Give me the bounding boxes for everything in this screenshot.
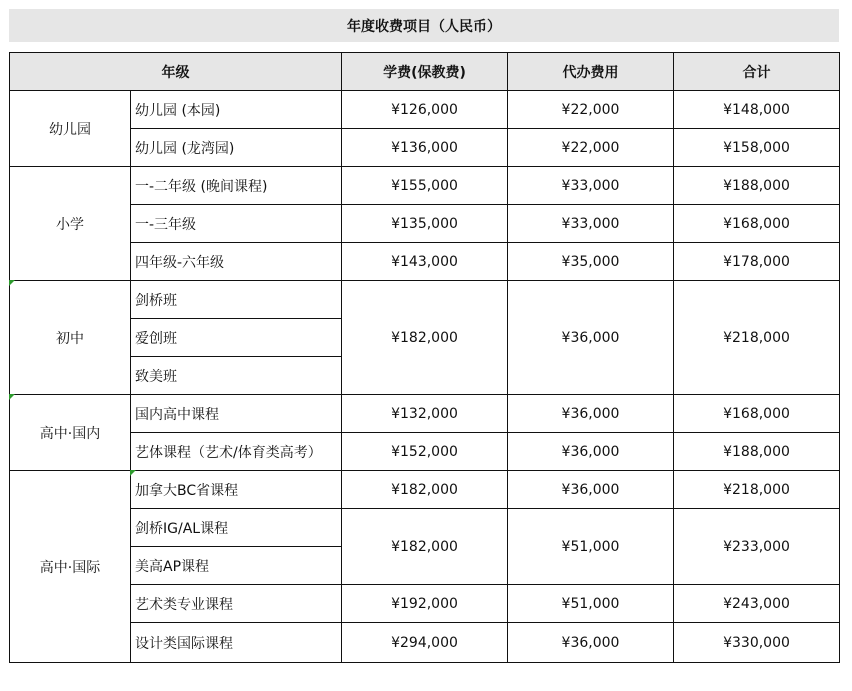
total-cell: ¥218,000 bbox=[674, 281, 840, 395]
agency-cell: ¥33,000 bbox=[508, 167, 674, 205]
program-cell: 四年级-六年级 bbox=[131, 243, 342, 281]
total-cell: ¥148,000 bbox=[674, 91, 840, 129]
program-cell: 剑桥班 bbox=[131, 281, 342, 319]
grade-cell: 高中·国际 bbox=[10, 471, 131, 663]
agency-cell: ¥33,000 bbox=[508, 205, 674, 243]
tuition-cell: ¥126,000 bbox=[342, 91, 508, 129]
table-row bbox=[10, 585, 840, 623]
tuition-cell: ¥182,000 bbox=[342, 281, 508, 395]
program-cell: 幼儿园 (本园) bbox=[131, 91, 342, 129]
agency-cell: ¥36,000 bbox=[508, 281, 674, 395]
total-cell: ¥218,000 bbox=[674, 471, 840, 509]
program-cell: 爱创班 bbox=[131, 319, 342, 357]
grade-cell: 高中·国内 bbox=[10, 395, 131, 471]
table-row bbox=[10, 205, 840, 243]
agency-cell: ¥51,000 bbox=[508, 585, 674, 623]
total-cell: ¥330,000 bbox=[674, 623, 840, 663]
total-cell: ¥243,000 bbox=[674, 585, 840, 623]
tuition-cell: ¥136,000 bbox=[342, 129, 508, 167]
agency-cell: ¥22,000 bbox=[508, 91, 674, 129]
total-cell: ¥233,000 bbox=[674, 509, 840, 585]
program-cell: 国内高中课程 bbox=[131, 395, 342, 433]
table-row bbox=[10, 243, 840, 281]
table-row bbox=[10, 471, 840, 509]
header-grade: 年级 bbox=[10, 53, 342, 91]
agency-cell: ¥36,000 bbox=[508, 395, 674, 433]
tuition-cell: ¥294,000 bbox=[342, 623, 508, 663]
program-cell: 一-二年级 (晚间课程) bbox=[131, 167, 342, 205]
program-cell: 一-三年级 bbox=[131, 205, 342, 243]
table-row bbox=[10, 129, 840, 167]
agency-cell: ¥22,000 bbox=[508, 129, 674, 167]
total-cell: ¥158,000 bbox=[674, 129, 840, 167]
program-cell: 幼儿园 (龙湾园) bbox=[131, 129, 342, 167]
total-cell: ¥168,000 bbox=[674, 205, 840, 243]
grade-cell: 幼儿园 bbox=[10, 91, 131, 167]
tuition-cell: ¥182,000 bbox=[342, 471, 508, 509]
table-row bbox=[10, 395, 840, 433]
total-cell: ¥178,000 bbox=[674, 243, 840, 281]
program-cell: 剑桥IG/AL课程 bbox=[131, 509, 342, 547]
tuition-cell: ¥182,000 bbox=[342, 509, 508, 585]
tuition-cell: ¥143,000 bbox=[342, 243, 508, 281]
agency-cell: ¥36,000 bbox=[508, 433, 674, 471]
total-cell: ¥168,000 bbox=[674, 395, 840, 433]
total-cell: ¥188,000 bbox=[674, 167, 840, 205]
program-cell: 美高AP课程 bbox=[131, 547, 342, 585]
header-row bbox=[10, 53, 840, 91]
total-cell: ¥188,000 bbox=[674, 433, 840, 471]
table-title: 年度收费项目（人民币） bbox=[9, 9, 839, 42]
fee-table bbox=[9, 52, 840, 663]
tuition-cell: ¥152,000 bbox=[342, 433, 508, 471]
tuition-cell: ¥135,000 bbox=[342, 205, 508, 243]
grade-cell: 小学 bbox=[10, 167, 131, 281]
table-row bbox=[10, 623, 840, 663]
tuition-cell: ¥155,000 bbox=[342, 167, 508, 205]
grade-cell: 初中 bbox=[10, 281, 131, 395]
program-cell: 艺术类专业课程 bbox=[131, 585, 342, 623]
agency-cell: ¥35,000 bbox=[508, 243, 674, 281]
table-row bbox=[10, 91, 840, 129]
header-tuition: 学费(保教费) bbox=[342, 53, 508, 91]
program-cell: 致美班 bbox=[131, 357, 342, 395]
program-cell: 设计类国际课程 bbox=[131, 623, 342, 663]
table-row bbox=[10, 433, 840, 471]
agency-cell: ¥36,000 bbox=[508, 471, 674, 509]
header-total: 合计 bbox=[674, 53, 840, 91]
agency-cell: ¥51,000 bbox=[508, 509, 674, 585]
tuition-cell: ¥192,000 bbox=[342, 585, 508, 623]
table-row bbox=[10, 167, 840, 205]
program-cell: 艺体课程（艺术/体育类高考） bbox=[131, 433, 342, 471]
header-agency: 代办费用 bbox=[508, 53, 674, 91]
program-cell: 加拿大BC省课程 bbox=[131, 471, 342, 509]
agency-cell: ¥36,000 bbox=[508, 623, 674, 663]
table-row bbox=[10, 281, 840, 319]
table-row bbox=[10, 509, 840, 547]
tuition-cell: ¥132,000 bbox=[342, 395, 508, 433]
